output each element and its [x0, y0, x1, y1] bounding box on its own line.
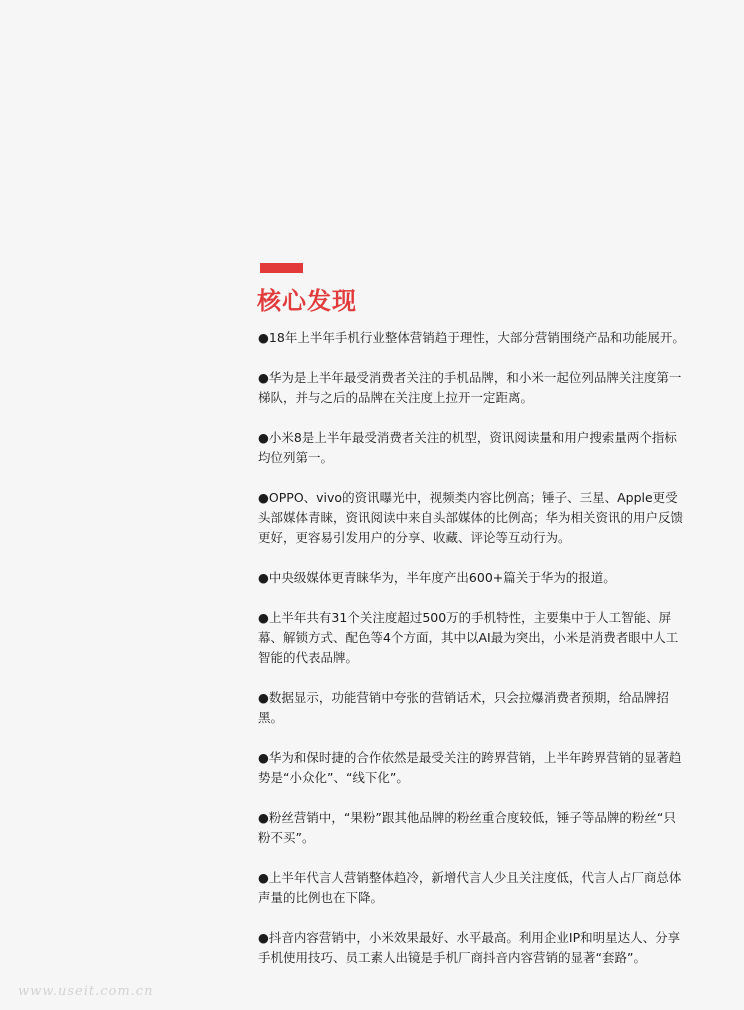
finding-item: ●上半年共有31个关注度超过500万的手机特性，主要集中于人工智能、屏幕、解锁方式、配色等4个方面，其中以AI最为突出，小米是消费者眼中人工智能的代表品牌。	[258, 610, 679, 665]
findings-list	[258, 328, 688, 988]
finding-item: ●数据显示，功能营销中夸张的营销话术，只会拉爆消费者预期，给品牌招黑。	[258, 690, 669, 725]
finding-item: ●抖音内容营销中，小米效果最好、水平最高。利用企业IP和明星达人、分享手机使用技巧、员工素人出镜是手机厂商抖音内容营销的显著“套路”。	[258, 930, 681, 965]
site-watermark: www.useit.com.cn	[18, 984, 154, 999]
finding-item: ●华为和保时捷的合作依然是最受关注的跨界营销，上半年跨界营销的显著趋势是“小众化”、“线下化”。	[258, 750, 682, 785]
finding-item: ●粉丝营销中，“果粉”跟其他品牌的粉丝重合度较低，锤子等品牌的粉丝“只粉不买”。	[258, 810, 676, 845]
finding-item: ●中央级媒体更青睐华为，半年度产出600+篇关于华为的报道。	[258, 570, 616, 585]
section-accent-bar	[260, 263, 303, 273]
finding-item: ●上半年代言人营销整体趋冷，新增代言人少且关注度低，代言人占厂商总体声量的比例也在下降。	[258, 870, 682, 905]
finding-item: ●18年上半年手机行业整体营销趋于理性，大部分营销围绕产品和功能展开。	[258, 330, 685, 345]
finding-item: ●华为是上半年最受消费者关注的手机品牌，和小米一起位列品牌关注度第一梯队，并与之后的品牌在关注度上拉开一定距离。	[258, 370, 682, 405]
finding-item: ●小米8是上半年最受消费者关注的机型，资讯阅读量和用户搜索量两个指标均位列第一。	[258, 430, 677, 465]
finding-item: ●OPPO、vivo的资讯曝光中，视频类内容比例高；锤子、三星、Apple更受头部媒体青睐，资讯阅读中来自头部媒体的比例高；华为相关资讯的用户反馈更好，更容易引发用户的分享、收藏、评论等互动行为。	[258, 490, 684, 545]
section-title: 核心发现	[257, 287, 357, 315]
